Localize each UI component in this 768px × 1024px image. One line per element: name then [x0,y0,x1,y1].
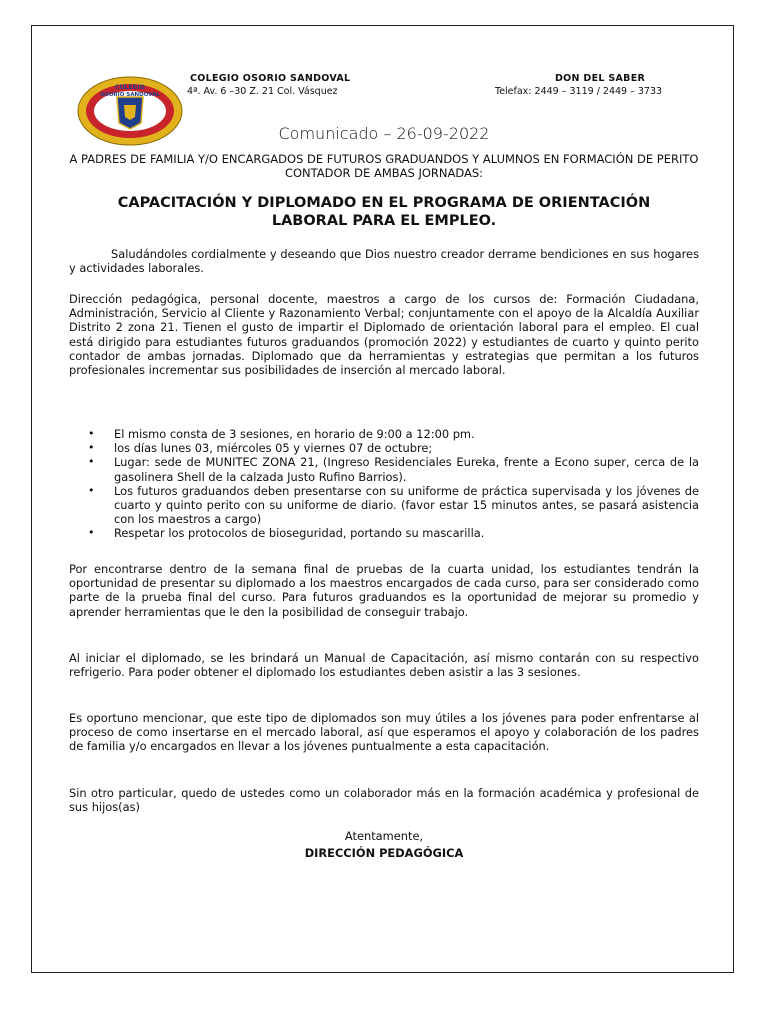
greeting-paragraph: Saludándoles cordialmente y deseando que Dios nuestro creador derrame bendiciones en sus hogares y actividades laborales. [69,247,699,276]
school-name: COLEGIO OSORIO SANDOVAL [190,73,351,84]
telefax: Telefax: 2449 – 3119 / 2449 – 3733 [495,86,663,97]
evaluation-paragraph: Por encontrarse dentro de la semana final de pruebas de la cuarta unidad, los estudiantes tendrán la oportunidad de presentar su diplomado a los maestros encargados de cada curso, para ser considerado como parte de la prueba final del curso. Para futuros graduandos es la oportunidad de mejorar su promedio y aprender herramientas que le den la posibilidad de conseguir trabajo. [69,562,699,619]
list-item: • El mismo consta de 3 sesiones, en horario de 9:00 a 12:00 pm. [69,427,699,441]
signature: DIRECCIÓN PEDAGÓGICA [304,846,464,860]
manual-paragraph: Al iniciar el diplomado, se les brindará un Manual de Capacitación, así mismo contarán con su respectivo refrigerio. Para poder obtener el diplomado los estudiantes deben asistir a las 3 sesiones. [69,651,699,680]
logo-text-bottom: OSORIO SANDOVAL [100,92,160,98]
list-item: • Lugar: sede de MUNITEC ZONA 21, (Ingreso Residenciales Eureka, frente a Econo super, cerca de la gasolinera Shell de la calzada Justo Rufino Barrios). [69,455,699,483]
farewell-paragraph: Sin otro particular, quedo de ustedes como un colaborador más en la formación académica y profesional de sus hijos(as) [69,786,699,815]
document-title: CAPACITACIÓN Y DIPLOMADO EN EL PROGRAMA DE ORIENTACIÓN LABORAL PARA EL EMPLEO. [117,195,651,229]
motto: DON DEL SABER [555,73,646,84]
list-item: • los días lunes 03, miércoles 05 y viernes 07 de octubre; [69,441,699,455]
usefulness-paragraph: Es oportuno mencionar, que este tipo de diplomados son muy útiles a los jóvenes para poder enfrentarse al proceso de como insertarse en el mercado laboral, así que esperamos el apoyo y colaboración de los padres de familia y/o encargados en llevar a los jóvenes puntualmente a esta capacitación. [69,711,699,754]
comunicado-date: Comunicado – 26-09-2022 [278,124,490,143]
audience-heading: A PADRES DE FAMILIA Y/O ENCARGADOS DE FUTUROS GRADUANDOS Y ALUMNOS EN FORMACIÓN DE PERITO CONTADOR DE AMBAS JORNADAS: [69,152,699,180]
closing-text: Atentamente, [344,829,424,843]
intro-paragraph: Dirección pedagógica, personal docente, maestros a cargo de los cursos de: Formación Ciudadana, Administración, Servicio al Cliente y Razonamiento Verbal; conjuntamente con el apoyo de la Alcaldía Auxiliar Distrito 2 zona 21. Tienen el gusto de impartir el Diplomado de orientación laboral para el empleo. El cual está dirigido para estudiantes futuros graduandos (promoción 2022) y estudiantes de cuarto y quinto perito contador de ambas jornadas. Diplomado que da herramientas y estrategias que permitan a los futuros profesionales incrementar sus posibilidades de inserción al mercado laboral. [69,292,699,378]
list-item: • Respetar los protocolos de bioseguridad, portando su mascarilla. [69,526,699,540]
school-address: 4ª. Av. 6 –30 Z. 21 Col. Vásquez [187,86,338,97]
list-item: • Los futuros graduandos deben presentarse con su uniforme de práctica supervisada y los jóvenes de cuarto y quinto perito con su uniforme de diario. (favor estar 15 minutos antes, se pasará asistencia con los maestros a cargo) [69,484,699,527]
logo-text-top: COLEGIO [115,84,145,91]
details-list [69,427,699,541]
